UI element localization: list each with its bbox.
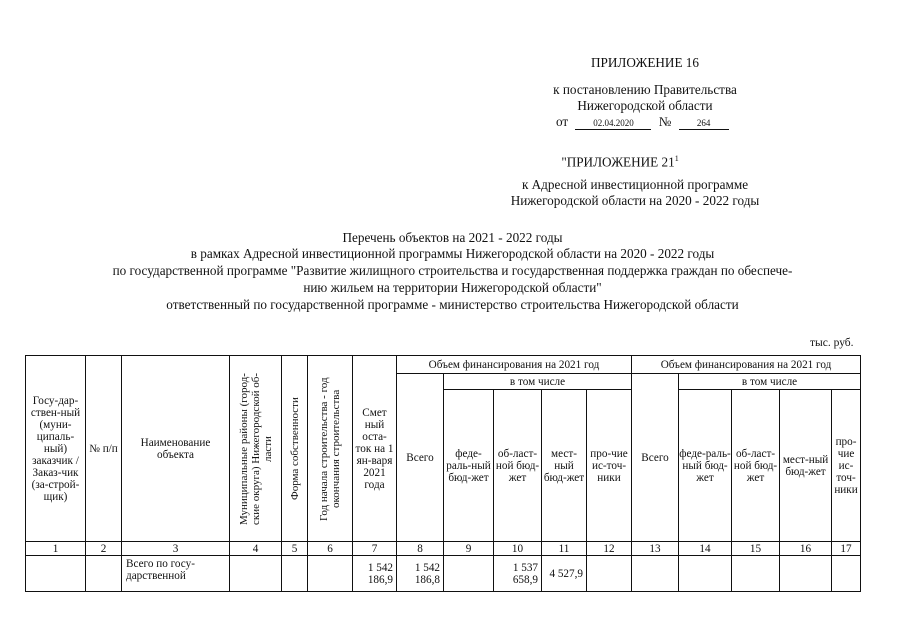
col-num-14: 14 [679, 542, 732, 556]
header-municipal-cell [230, 356, 282, 542]
header-estimate: Смет ный оста-ток на 1 ян-варя 2021 года [353, 356, 397, 542]
appendix-16-title: ПРИЛОЖЕНИЕ 16 [591, 55, 699, 70]
row-years [308, 556, 353, 592]
from-label: от [556, 114, 569, 129]
row-estimate: 1 542 186,9 [353, 556, 397, 592]
header-including-b: в том числе [679, 374, 861, 390]
col-num-17: 17 [832, 542, 861, 556]
col-num-4: 4 [230, 542, 282, 556]
col-num-16: 16 [780, 542, 832, 556]
row-regional-a: 1 537 658,9 [494, 556, 542, 592]
row-municipal [230, 556, 282, 592]
header-financing-a: Объем финансирования на 2021 год [397, 356, 632, 374]
col-num-5: 5 [282, 542, 308, 556]
col-num-3: 3 [122, 542, 230, 556]
col-num-10: 10 [494, 542, 542, 556]
header-total-b: Всего [632, 374, 679, 542]
header-name: Наименование объекта [122, 356, 230, 542]
col-num-11: 11 [542, 542, 587, 556]
header-total-a: Всего [397, 374, 444, 542]
col-num-2: 2 [86, 542, 122, 556]
row-other-a [587, 556, 632, 592]
col-num-12: 12 [587, 542, 632, 556]
col-num-9: 9 [444, 542, 494, 556]
col-num-6: 6 [308, 542, 353, 556]
header-including-a: в том числе [444, 374, 632, 390]
appendix-21-sup: 1 [674, 154, 679, 163]
col-num-1: 1 [26, 542, 86, 556]
row-total-a: 1 542 186,8 [397, 556, 444, 592]
date-number-line [556, 114, 729, 130]
header-num: № п/п [86, 356, 122, 542]
row-local-b [780, 556, 832, 592]
header-ownership-cell [282, 356, 308, 542]
units-label: тыс. руб. [810, 337, 854, 349]
title-line-1: Перечень объектов на 2021 - 2022 годы [342, 230, 563, 245]
col-num-7: 7 [353, 542, 397, 556]
header-federal-b: феде-раль-ный бюд-жет [679, 390, 732, 542]
appendix-21-title [520, 151, 720, 170]
title-line-3: по государственной программе "Развитие жилищного строительства и государственная поддержка граждан по обеспече- [112, 263, 793, 278]
row-federal-a [444, 556, 494, 592]
objects-table [25, 355, 861, 592]
row-local-a: 4 527,9 [542, 556, 587, 592]
header-local-a: мест-ный бюд-жет [542, 390, 587, 542]
table-row [26, 556, 861, 592]
appendix-21-text: "ПРИЛОЖЕНИЕ 21 [561, 154, 675, 170]
program-line-2: Нижегородской области на 2020 - 2022 годы [510, 193, 760, 208]
header-other-b: про-чие ис-точ-ники [832, 390, 861, 542]
header-federal-a: феде-раль-ный бюд-жет [444, 390, 494, 542]
row-federal-b [679, 556, 732, 592]
header-local-b: мест-ный бюд-жет [780, 390, 832, 542]
number-value: 264 [679, 118, 729, 130]
header-years-cell [308, 356, 353, 542]
header-municipal: Муниципальные районы (город-ские округа) Нижегородской об-ласти [237, 372, 274, 525]
program-line-1: к Адресной инвестиционной программе [521, 177, 749, 192]
header-years: Год начала строительства - год окончания строительства [318, 376, 342, 521]
row-regional-b [732, 556, 780, 592]
col-num-8: 8 [397, 542, 444, 556]
row-ownership [282, 556, 308, 592]
header-ownership: Форма собственности [288, 397, 301, 500]
col-num-15: 15 [732, 542, 780, 556]
row-customer [26, 556, 86, 592]
resolution-line: к постановлению Правительства [553, 82, 737, 97]
header-financing-b: Объем финансирования на 2021 год [632, 356, 861, 374]
date-value: 02.04.2020 [575, 118, 651, 130]
number-label: № [658, 114, 672, 129]
row-num [86, 556, 122, 592]
header-row-1 [26, 356, 861, 374]
col-num-13: 13 [632, 542, 679, 556]
title-line-2: в рамках Адресной инвестиционной программы Нижегородской области на 2020 - 2022 годы [190, 246, 715, 261]
row-other-b [832, 556, 861, 592]
header-other-a: про-чие ис-точ-ники [587, 390, 632, 542]
header-regional-a: об-ласт-ной бюд-жет [494, 390, 542, 542]
title-line-4: нию жильем на территории Нижегородской области" [303, 280, 602, 295]
region-line: Нижегородской области [577, 98, 713, 113]
row-name: Всего по госу-дарственной [122, 556, 230, 592]
header-regional-b: об-ласт-ной бюд-жет [732, 390, 780, 542]
row-total-b [632, 556, 679, 592]
header-customer: Госу-дар-ствен-ный (муни-ципаль-ный) заказчик / Заказ-чик (за-строй-щик) [26, 356, 86, 542]
title-line-5: ответственный по государственной программе - министерство строительства Нижегородской области [166, 297, 739, 312]
column-number-row [26, 542, 861, 556]
